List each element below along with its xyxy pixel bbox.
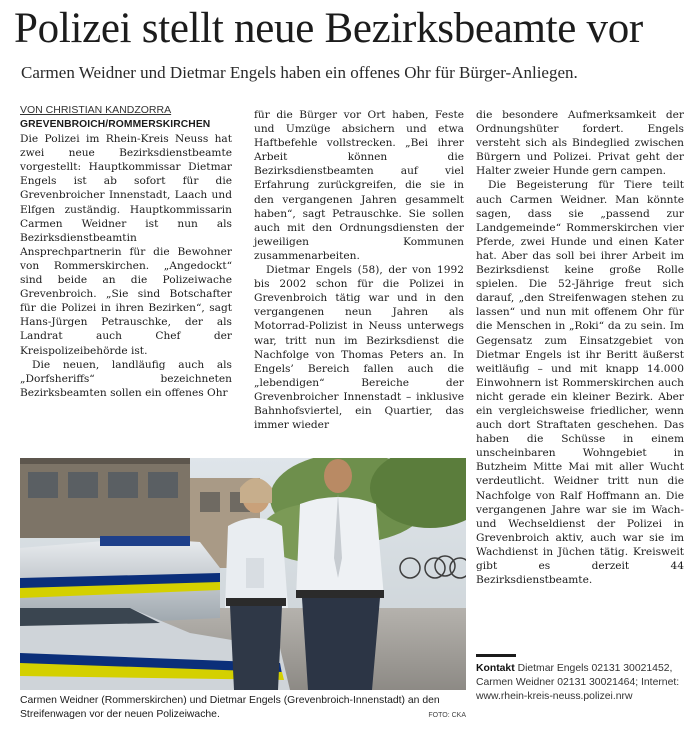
- article-photo: [20, 458, 466, 690]
- paragraph-text: Die Polizei im Rhein-Kreis Neuss hat zwei neue Bezirksdienstbeamte vorgestellt: Hauptkommissar Dietmar Engels ist ab sofort für die Grevenbroicher Innenstadt, Laach und Elfgen zuständig. Hauptkommissarin Carmen Weidner ist nun als Bezirksdienstbeamtin Ansprechpartnerin für die Bewohner von Rommerskirchen. „Angedockt“ sind beide an die Polizeiwache Grevenbroich. „Sie sind Botschafter für die Polizei in ihren Bezirken“, sagt Hans-Jürgen Petrauschke, der als Landrat auch Chef der Kreispolizeibehörde ist.: [20, 133, 232, 357]
- byline: VON CHRISTIAN KANDZORRA: [20, 104, 172, 116]
- article-column-3: [476, 108, 684, 587]
- paragraph: Die Begeisterung für Tiere teilt auch Carmen Weidner. Man könnte sagen, dass sie „passend zur Landgemeinde“ Rommerskirchen vier Pferde, zwei Hunde und einen Kater hat. Aber das soll bei ihrer Arbeit im Bezirksdienst keine große Rolle spielen. Die 52-Jährige freut sich darauf, „den Streifenwagen stehen zu lassen“ und nun mit offenem Ohr für die Menschen in „Roki“ da zu sein. Im Gegensatz zum Einsatzgebiet von Dietmar Engels ist ihr Beritt äußerst weitläufig – und mit knapp 14.000 Einwohnern ist Rommerskirchen auch nicht gerade ein kleiner Bezirk. Aber ein vergleichsweise friedlicher, wenn auch dort Straftaten geschehen. Das haben die Schüsse in einem unscheinbaren Wohngebiet in Butzheim Mitte Mai mit aller Wucht verdeutlicht. Weidner tritt nun die Nachfolge von Ralf Hoffmann an. Die vergangenen Jahre war sie im Wach- und Wechseldienst der Polizei in Grevenbroich aktiv, auch war sie im Wachdienst in Jüchen tätig. Kreisweit gibt es derzeit 44 Bezirksdienstbeamte.: [476, 179, 684, 587]
- photo-credit: FOTO: CKA: [428, 712, 466, 719]
- subheadline: Carmen Weidner und Dietmar Engels haben ein offenes Ohr für Bürger-Anliegen.: [21, 63, 578, 82]
- paragraph: Dietmar Engels (58), der von 1992 bis 2002 schon für die Polizei in Grevenbroich tätig war und in den vergangenen neun Jahren als Motorrad-Polizist in Neuss unterwegs war, tritt nun im Bezirksdienst die Nachfolge von Thomas Peters an. In Engels’ Bereich fallen auch die „lebendigen“ Bereiche der Grevenbroicher Innenstadt – inklusive Bahnhofsviertel, ein Quartier, das immer wieder: [254, 264, 464, 432]
- photo-caption: Carmen Weidner (Rommerskirchen) und Dietmar Engels (Grevenbroich-Innenstadt) an den Streifenwagen vor der neuen Polizeiwache.: [20, 695, 440, 720]
- paragraph: [20, 117, 232, 358]
- article-column-2: [254, 108, 464, 432]
- paragraph: Die neuen, landläufig auch als „Dorfsheriffs“ bezeichneten Bezirksbeamten sollen ein offenes Ohr: [20, 358, 232, 399]
- dateline: GREVENBROICH/ROMMERSKIRCHEN: [20, 119, 211, 130]
- paragraph: für die Bürger vor Ort haben, Feste und Umzüge absichern und etwa Haftbefehle vollstrecken. „Bei ihrer Arbeit können die Bezirksdienstbeamten auf viel Erfahrung zurückgreifen, die sie in den vergangenen Jahren gesammelt haben“, sagt Petrauschke. Sie sollen auch mit den Ordnungsdiensten der jeweiligen Kommunen zusammenarbeiten.: [254, 109, 464, 262]
- article-column-1: [20, 117, 232, 400]
- contact-text: Dietmar Engels 02131 30021452, Carmen Weidner 02131 30021464; Internet: www.rhein-kreis-neuss.polizei.nrw: [476, 663, 680, 702]
- contact-label: Kontakt: [476, 663, 515, 674]
- headline: Polizei stellt neue Bezirksbeamte vor: [14, 5, 643, 52]
- contact-box: [476, 662, 686, 704]
- paragraph: die besondere Aufmerksamkeit der Ordnungshüter fordert. Engels versteht sich als Bindeglied zwischen Bürgern und Polizei. Privat geht der Halter zweier Hunde gern campen.: [476, 109, 684, 178]
- contact-rule: [476, 654, 516, 657]
